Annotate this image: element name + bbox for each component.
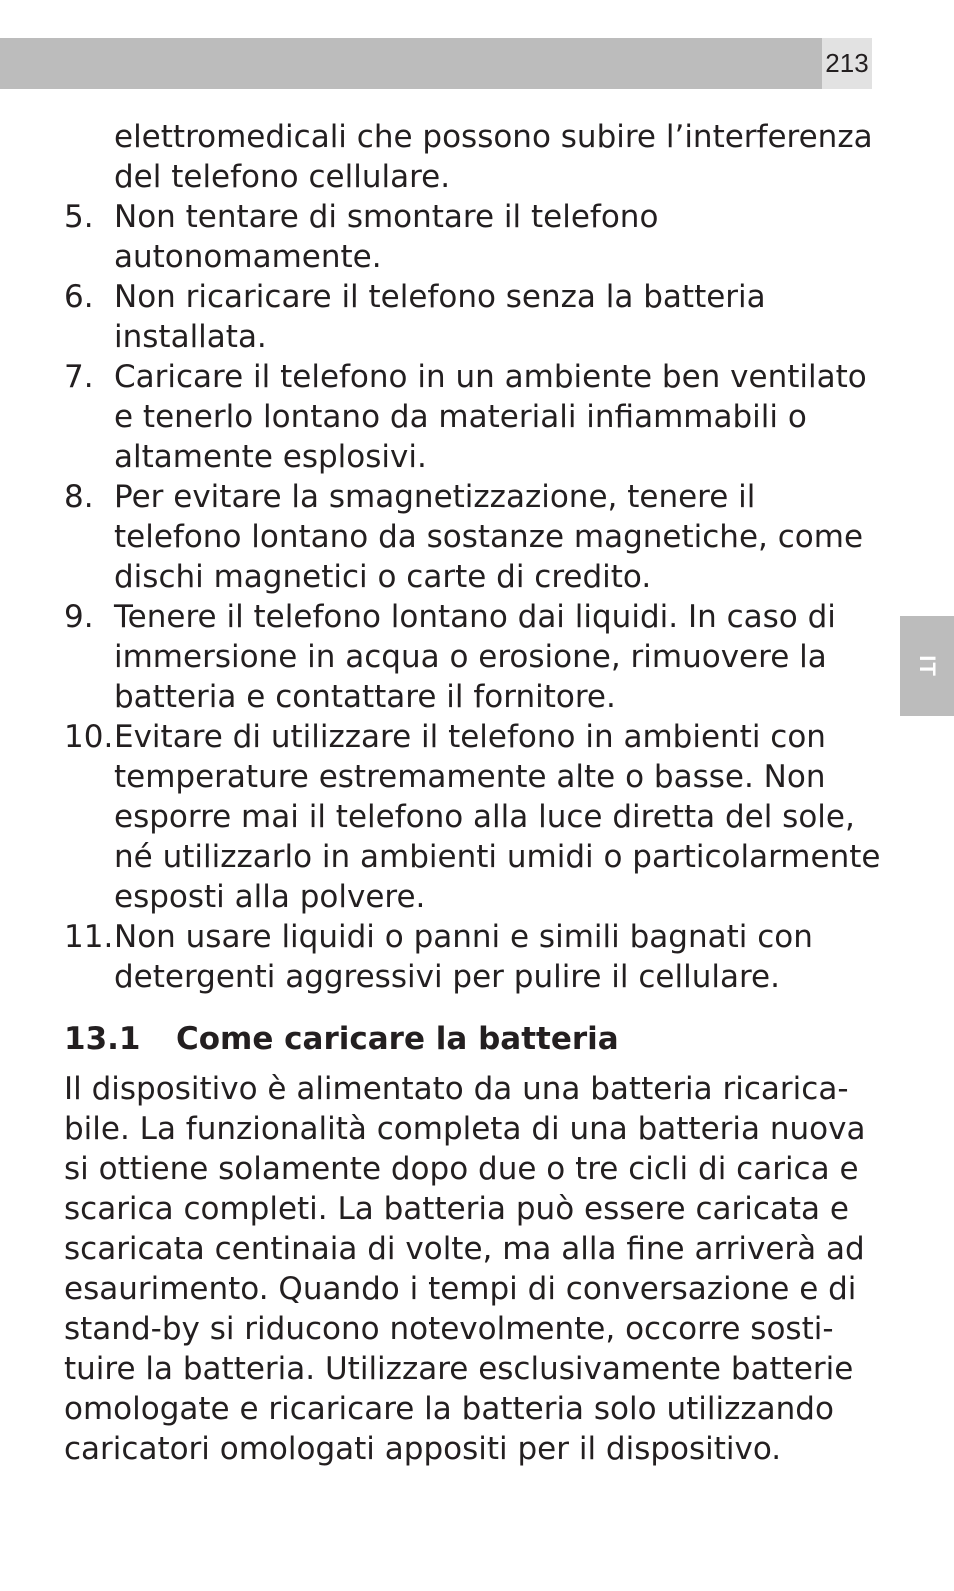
list-item-number: 5. [64, 199, 94, 235]
list-item-continuation: elettromedicali che possono subire l’interferenza del telefono cellulare. [114, 119, 873, 195]
list-item-text: Evitare di utilizzare il telefono in ambienti con temperature estremamente alte o basse. Non esporre mai il telefono alla luce diretta del sole, né utilizzarlo in ambienti umidi o particolarmente esposti alla polvere. [114, 719, 881, 915]
list-item-text: Caricare il telefono in un ambiente ben ventilato e tenerlo lontano da materiali infiammabili o altamente esplosivi. [114, 359, 867, 475]
list-item-text: Tenere il telefono lontano dai liquidi. In caso di immersione in acqua o erosione, rimuovere la batteria e contattare il fornitore. [114, 599, 836, 715]
list-item-7 [64, 357, 884, 477]
list-item-number: 7. [64, 359, 94, 395]
page-number: 213 [822, 38, 872, 89]
list-item-9 [64, 597, 884, 717]
list-item-5 [64, 197, 884, 277]
list-item-10 [64, 717, 884, 917]
list-item-text: Non ricaricare il telefono senza la batteria installata. [114, 279, 766, 355]
list-item-6 [64, 277, 884, 357]
list-item-11 [64, 917, 884, 997]
page-content [64, 117, 884, 1469]
section-heading [64, 1019, 884, 1059]
list-item-number: 6. [64, 279, 94, 315]
section-title: Come caricare la batteria [176, 1021, 619, 1057]
list-item-8 [64, 477, 884, 597]
header-bar [0, 38, 822, 89]
language-tab-label: IT [915, 655, 940, 677]
list-item-number: 10. [64, 719, 114, 755]
language-tab [900, 616, 954, 716]
section-body: Il dispositivo è alimentato da una batteria ricarica-bile. La funzionalità completa di una batteria nuova si ottiene solamente dopo due o tre cicli di carica e scarica completi. La batteria può essere caricata e scaricata centinaia di volte, ma alla fine arriverà ad esaurimento. Quando i tempi di conversazione e di stand-by si riducono notevolmente, occorre sosti-tuire la batteria. Utilizzare esclusivamente batterie omologate e ricaricare la batteria solo utilizzando caricatori omologati appositi per il dispositivo. [64, 1071, 866, 1467]
list-item-text: Non tentare di smontare il telefono autonomamente. [114, 199, 659, 275]
list-item-text: Per evitare la smagnetizzazione, tenere il telefono lontano da sostanze magnetiche, come dischi magnetici o carte di credito. [114, 479, 864, 595]
list-item-number: 11. [64, 919, 114, 955]
list-item-number: 9. [64, 599, 94, 635]
list-item-number: 8. [64, 479, 94, 515]
section-number: 13.1 [64, 1021, 141, 1057]
list-item-text: Non usare liquidi o panni e simili bagnati con detergenti aggressivi per pulire il cellulare. [114, 919, 813, 995]
